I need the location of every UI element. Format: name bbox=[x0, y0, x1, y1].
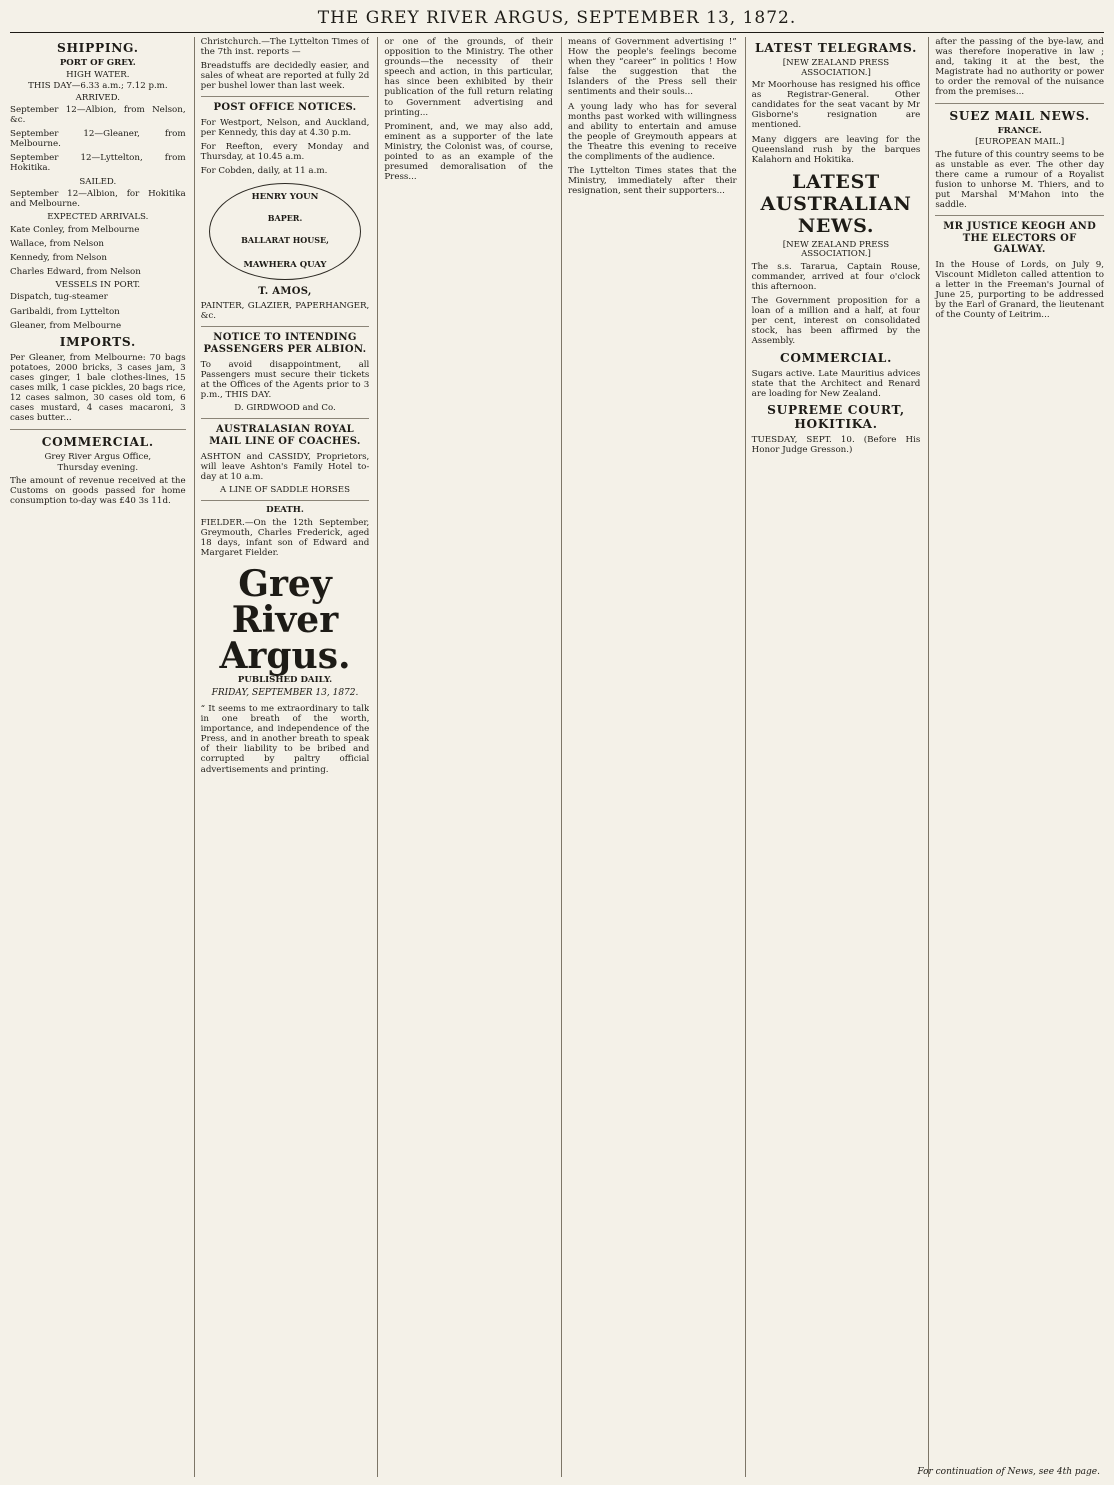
column-6-intro: after the passing of the bye-law, and was therefore inoperative in law ; and, taking it at the best, the Magistrate had no authority or power to order the removal of the nuisance from the premises... bbox=[935, 37, 1104, 98]
notice-divider bbox=[201, 326, 370, 327]
column-3 bbox=[377, 37, 553, 1477]
passenger-notice-sign: D. GIRDWOOD and Co. bbox=[234, 402, 336, 413]
arrived-1: September 12—Albion, from Nelson, &c. bbox=[10, 104, 186, 126]
masthead-date: FRIDAY, SEPTEMBER 13, 1872. bbox=[211, 687, 359, 698]
vessel-3: Gleaner, from Melbourne bbox=[10, 320, 122, 331]
highwater-heading: HIGH WATER. bbox=[66, 69, 130, 80]
column-4-paragraph-3: The Lyttelton Times states that the Ministry, immediately after their resignation, sent their supporters... bbox=[568, 166, 737, 197]
telegram-1: Mr Moorhouse has resigned his office as Registrar-General. Other candidates for the seat vacant by Mr Gisborne's resignation are mentioned. bbox=[751, 80, 921, 131]
vessel-2: Garibaldi, from Lyttelton bbox=[10, 306, 120, 317]
australian-news-2: The Government proposition for a loan of a million and a half, at four per cent, interest on consolidated stock, has been affirmed by the Assembly. bbox=[751, 296, 921, 347]
expected-1: Kate Conley, from Melbourne bbox=[10, 224, 140, 235]
continuation-note: For continuation of News, see 4th page. bbox=[917, 1467, 1100, 1477]
latest-telegrams-sub: [NEW ZEALAND PRESS ASSOCIATION.] bbox=[782, 58, 890, 78]
column-3-paragraph-1: or one of the grounds, of their opposition to the Ministry. The other grounds—the necessity of their speech and action, in this particular, has since been exhibited by their publication of the full return relating to Government advertising and printing... bbox=[384, 37, 553, 118]
death-notice: FIELDER.—On the 12th September, Greymouth, Charles Frederick, aged 18 days, infant son of Edward and Margaret Fielder. bbox=[200, 517, 370, 558]
column-1-divider bbox=[10, 429, 186, 430]
keogh-divider bbox=[935, 215, 1104, 216]
expected-2: Wallace, from Nelson bbox=[10, 238, 105, 249]
france-paragraph-1: The future of this country seems to be as unstable as ever. The other day there came a rumour of a Royalist fusion to unhorse M. Thiers, and to put Marshal M'Mahon into the saddle. bbox=[935, 149, 1104, 211]
suez-mail-heading: SUEZ MAIL NEWS. bbox=[949, 108, 1090, 123]
column-4 bbox=[561, 37, 737, 1477]
column-4-paragraph-1: means of Government advertising !” How the people's feelings become when they “career” in politics ! How false the suggestion that the Islanders of the Press sell their sentiments and their souls... bbox=[568, 37, 737, 98]
stamp-line-4: MAWHERA QUAY bbox=[243, 259, 327, 270]
amos-text: PAINTER, GLAZIER, PAPERHANGER, &c. bbox=[200, 301, 370, 322]
shipping-heading: SHIPPING. bbox=[56, 41, 139, 55]
post-office-heading: POST OFFICE NOTICES. bbox=[213, 102, 357, 114]
commercial-text: The amount of revenue received at the Customs on goods passed for home consumption to-day was £40 3s 11d. bbox=[10, 475, 186, 506]
post-notice-2: For Reefton, every Monday and Thursday, at 10.45 a.m. bbox=[200, 142, 370, 163]
imports-text: Per Gleaner, from Melbourne: 70 bags potatoes, 2000 bricks, 3 cases jam, 3 cases ginger, 1 bale clothes-lines, 15 cases milk, 1 case pickles, 20 bags rice, 12 cases salmon, 30 cases old tom, 6 cases mustard, 4 cases macaroni, 3 cases butter... bbox=[10, 352, 186, 424]
sailed-heading: SAILED. bbox=[79, 176, 117, 187]
commercial-day: Thursday evening. bbox=[57, 463, 139, 474]
stamp-line-3: BALLARAT HOUSE, bbox=[241, 234, 329, 245]
arrived-3: September 12—Lyttelton, from Hokitika. bbox=[10, 153, 186, 174]
post-notice-3: For Cobden, daily, at 11 a.m. bbox=[200, 166, 328, 177]
column-3-paragraph-2: Prominent, and, we may also add, eminent as a supporter of the late Ministry, the Colonist was, of course, pointed to as an example of the presumed demoralisation of the Press... bbox=[384, 121, 553, 183]
published-daily: PUBLISHED DAILY. bbox=[237, 675, 333, 686]
expected-4: Charles Edward, from Nelson bbox=[10, 266, 141, 277]
column-1 bbox=[10, 37, 186, 1477]
commercial-news-heading: COMMERCIAL. bbox=[779, 350, 893, 365]
amos-name: T. AMOS, bbox=[258, 285, 312, 297]
columns-grid bbox=[10, 37, 1104, 1477]
australian-news-1: The s.s. Tararua, Captain Rouse, commander, arrived at four o'clock this afternoon. bbox=[751, 261, 921, 292]
supreme-court-heading: SUPREME COURT, HOKITIKA. bbox=[767, 402, 905, 432]
passenger-notice-text: To avoid disappointment, all Passengers must secure their tickets at the Offices of the Agents prior to 3 p.m., THIS DAY. bbox=[200, 359, 370, 400]
mail-divider bbox=[201, 418, 370, 419]
arrived-heading: ARRIVED. bbox=[75, 92, 120, 103]
newspaper-masthead: Grey River Argus. bbox=[219, 563, 351, 678]
expected-3: Kennedy, from Nelson bbox=[10, 252, 107, 263]
royal-mail-title: AUSTRALASIAN ROYAL MAIL LINE OF COACHES. bbox=[209, 424, 361, 447]
port-heading: PORT OF GREY. bbox=[59, 58, 136, 69]
vessels-heading: VESSELS IN PORT. bbox=[55, 279, 141, 290]
post-notice-1: For Westport, Nelson, and Auckland, per Kennedy, this day at 4.30 p.m. bbox=[200, 118, 370, 139]
page-header-title: THE GREY RIVER ARGUS, SEPTEMBER 13, 1872. bbox=[317, 8, 797, 28]
commercial-heading: COMMERCIAL. bbox=[41, 434, 154, 449]
editorial-opening: “ It seems to me extraordinary to talk in one breath of the worth, importance, and independence of the Press, and in another breath to speak of their liability to be bribed and corrupted by paltry official advertisements and printing. bbox=[200, 703, 370, 775]
france-subheading: [EUROPEAN MAIL.] bbox=[975, 137, 1065, 148]
christchurch-intro: Christchurch.—The Lyttelton Times of the 7th inst. reports — bbox=[200, 37, 370, 58]
keogh-heading: MR JUSTICE KEOGH AND THE ELECTORS OF GALWAY. bbox=[943, 221, 1097, 256]
australian-news-sub: [NEW ZEALAND PRESS ASSOCIATION.] bbox=[782, 239, 890, 260]
commercial-office: Grey River Argus Office, bbox=[44, 451, 152, 462]
death-heading: DEATH. bbox=[266, 505, 304, 516]
australian-news-heading: LATEST AUSTRALIAN NEWS. bbox=[760, 170, 912, 237]
expected-heading: EXPECTED ARRIVALS. bbox=[47, 212, 149, 223]
column-6 bbox=[928, 37, 1104, 1477]
ballarat-house-stamp bbox=[209, 183, 361, 280]
latest-telegrams-heading: LATEST TELEGRAMS. bbox=[754, 41, 918, 55]
vessel-1: Dispatch, tug-steamer bbox=[10, 292, 108, 303]
passenger-notice-title: NOTICE TO INTENDING PASSENGERS PER ALBION. bbox=[203, 332, 367, 355]
column-4-paragraph-2: A young lady who has for several months past worked with willingness and ability to entertain and amuse the people of Greymouth appears at the Theatre this evening to receive the compliments of the audience. bbox=[568, 101, 737, 163]
telegram-2: Many diggers are leaving for the Queensland rush by the barques Kalahorn and Hokitika. bbox=[751, 134, 921, 165]
page-header bbox=[10, 8, 1104, 33]
keogh-paragraph-1: In the House of Lords, on July 9, Viscount Midleton called attention to a letter in the Freeman's Journal of June 25, purporting to be addressed by the Earl of Granard, the lieutenant of the County of Leitrim... bbox=[935, 259, 1104, 321]
saddle-horses: A LINE OF SADDLE HORSES bbox=[220, 484, 350, 495]
commercial-news-1: Sugars active. Late Mauritius advices state that the Architect and Renard are loading for New Zealand. bbox=[751, 368, 921, 399]
suez-divider bbox=[935, 103, 1104, 104]
imports-heading: IMPORTS. bbox=[59, 334, 136, 349]
column-5 bbox=[745, 37, 921, 1477]
supreme-court-1: TUESDAY, SEPT. 10. (Before His Honor Judge Gresson.) bbox=[751, 435, 921, 456]
highwater-times: THIS DAY—6.33 a.m.; 7.12 p.m. bbox=[28, 81, 168, 92]
france-heading: FRANCE. bbox=[997, 125, 1042, 136]
breadstuffs-paragraph: Breadstuffs are decidedly easier, and sales of wheat are reported at fully 2d per bushel lower than last week. bbox=[200, 61, 370, 92]
sailed-1: September 12—Albion, for Hokitika and Melbourne. bbox=[10, 188, 186, 210]
arrived-2: September 12—Gleaner, from Melbourne. bbox=[10, 129, 186, 150]
stamp-line-2: BAPER. bbox=[267, 212, 303, 223]
post-divider bbox=[201, 96, 370, 97]
stamp-line-1: HENRY YOUN bbox=[251, 191, 319, 202]
death-divider bbox=[201, 500, 370, 501]
column-2 bbox=[194, 37, 370, 1477]
royal-mail-text: ASHTON and CASSIDY, Proprietors, will leave Ashton's Family Hotel to-day at 10 a.m. bbox=[200, 451, 370, 482]
